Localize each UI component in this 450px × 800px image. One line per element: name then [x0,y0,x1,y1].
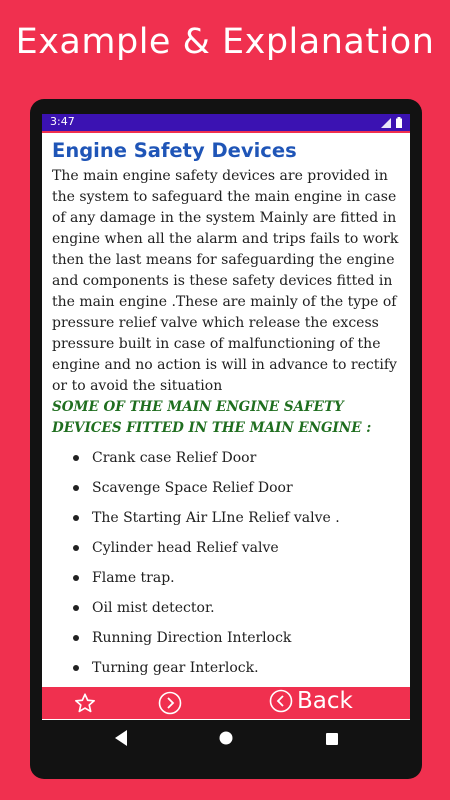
list-item [52,567,400,597]
battery-icon [396,117,402,128]
list-item-label: Flame trap. [92,570,175,586]
nav-home-icon[interactable] [218,730,234,750]
status-time: 3:47 [50,115,75,128]
bullet-icon [73,485,79,491]
list-item [52,537,400,567]
list-item [52,627,400,657]
list-item-label: Scavenge Space Relief Door [92,480,293,496]
next-button[interactable] [158,691,182,719]
article-body: The main engine safety devices are provided in the system to safeguard the main engine in case of any damage in the system Mainly are fitted in engine when all the alarm and trips fails to work then the last means for safeguarding the engine and components is these safety devices fitted in the main engine .These are mainly of the type of pressure relief valve which release the excess pressure built in case of malfunctioning of the engine and no action is will in advance to rectify or to avoid the situation [52,168,399,394]
list-item-label: Turning gear Interlock. [92,660,259,676]
bullet-icon [73,545,79,551]
list-item-label: Crank case Relief Door [92,450,257,466]
list-item [52,507,400,537]
bullet-icon [73,665,79,671]
bullet-icon [73,455,79,461]
bullet-icon [73,515,79,521]
phone-frame [30,99,422,779]
status-bar [42,114,410,131]
signal-icon [381,118,391,128]
bottom-toolbar [42,687,410,719]
nav-recents-icon[interactable] [325,731,339,750]
bullet-icon [73,635,79,641]
article-heading: Engine Safety Devices [52,139,297,162]
favorite-star-icon[interactable] [74,692,96,718]
article-content [42,133,410,687]
bullet-icon [73,605,79,611]
chevron-right-circle-icon [158,691,182,715]
list-item-label: Oil mist detector. [92,600,215,616]
safety-device-list [52,447,400,687]
list-item-label: The Starting Air LIne Relief valve . [92,510,340,526]
nav-back-icon[interactable] [113,729,129,751]
bullet-icon [73,575,79,581]
list-item-label: Running Direction Interlock [92,630,292,646]
list-item [52,447,400,477]
list-item [52,597,400,627]
list-item [52,477,400,507]
status-icons [381,117,402,128]
back-button-label: Back [297,688,353,714]
promo-title: Example & Explanation [15,22,435,62]
list-item [52,657,400,687]
chevron-left-circle-icon [269,689,293,713]
system-nav-bar [30,719,422,779]
back-button[interactable] [269,688,353,714]
article-subheading: SOME OF THE MAIN ENGINE SAFETY DEVICES FITTED IN THE MAIN ENGINE : [52,399,372,436]
app-screen [42,114,410,720]
list-item-label: Cylinder head Relief valve [92,540,279,556]
